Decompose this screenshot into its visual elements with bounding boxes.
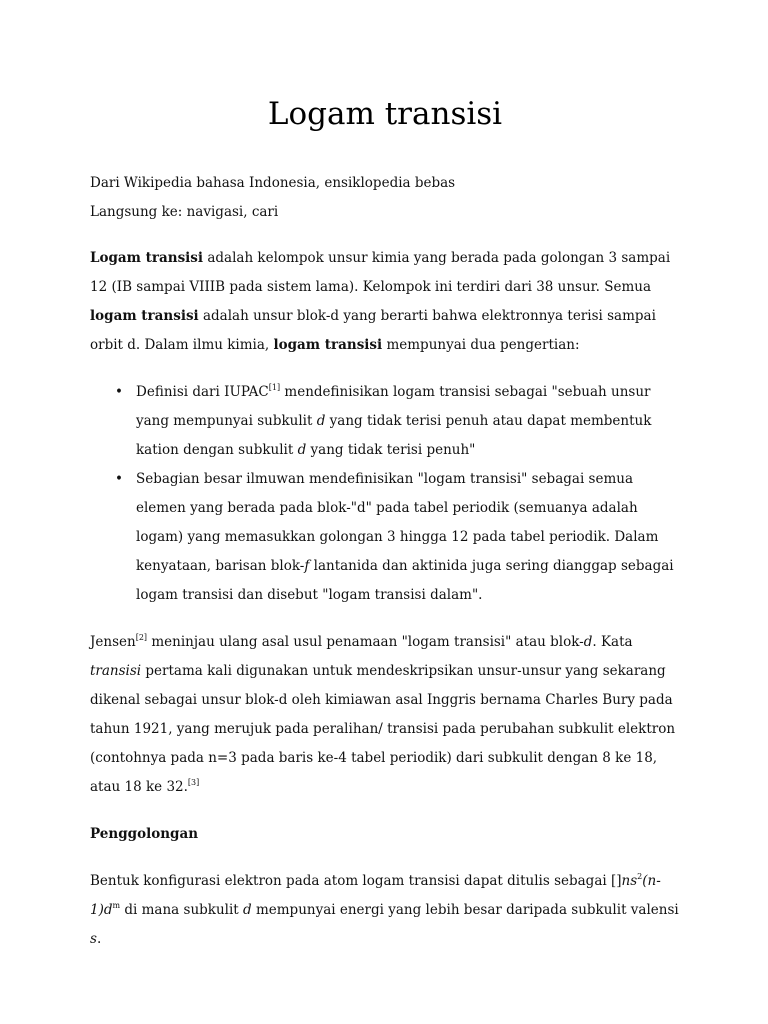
intro-term-3: logam transisi (273, 337, 383, 353)
article-meta (90, 169, 680, 227)
config-s: s (90, 931, 97, 947)
intro-term-1: Logam transisi (90, 250, 204, 266)
definition-1-d-2: d (297, 442, 307, 458)
intro-text-1: adalah kelompok unsur kimia yang berada pada golongan 3 sampai 12 (IB sampai VIIIB pada sistem lama). Kelompok ini terdiri dari 38 unsur. Semua (90, 250, 671, 295)
definition-1-text-b: mendefinisikan logam transisi sebagai "sebuah unsur yang mempunyai subkulit (136, 384, 651, 429)
definition-list (90, 378, 680, 610)
configuration-paragraph (90, 867, 680, 954)
definition-2-f: f (304, 558, 310, 574)
definition-2-text-b: lantanida dan aktinida juga sering dianggap sebagai logam transisi dan disebut "logam transisi dalam". (136, 558, 674, 603)
definition-1-text-a: Definisi dari IUPAC (136, 384, 269, 400)
jensen-transisi: transisi (90, 663, 142, 679)
config-sup-2: 2 (637, 872, 643, 881)
reference-link-3[interactable]: [3] (187, 778, 200, 787)
intro-text-2: adalah unsur blok-d yang berarti bahwa elektronnya terisi sampai orbit d. Dalam ilmu kimia, (90, 308, 656, 353)
definition-1-d-1: d (316, 413, 326, 429)
reference-link-1[interactable]: [1] (268, 383, 281, 392)
jensen-text-c: . Kata (592, 634, 633, 650)
config-sup-m: m (112, 901, 121, 910)
definition-item-scientists (136, 465, 680, 610)
intro-term-2: logam transisi (90, 308, 199, 324)
definition-1-text-c: yang tidak terisi penuh atau dapat membentuk kation dengan subkulit (136, 413, 652, 458)
config-text-b: di mana subkulit (120, 902, 244, 918)
page-title: Logam transisi (267, 96, 503, 132)
config-n1d: (n-1)d (90, 873, 661, 918)
config-ns: ns (621, 873, 638, 889)
definition-item-iupac (136, 378, 680, 465)
config-text-a: Bentuk konfigurasi elektron pada atom logam transisi dapat ditulis sebagai [] (90, 873, 622, 889)
jensen-text-b: meninjau ulang asal usul penamaan "logam transisi" atau blok- (147, 634, 584, 650)
definition-1-text-d: yang tidak terisi penuh" (306, 442, 476, 458)
config-d: d (243, 902, 252, 918)
reference-link-2[interactable]: [2] (135, 633, 148, 642)
config-text-d: . (96, 931, 102, 947)
jensen-paragraph (90, 628, 680, 802)
intro-paragraph (90, 244, 680, 360)
jensen-d: d (583, 634, 593, 650)
jensen-text-d: pertama kali digunakan untuk mendeskripsikan unsur-unsur yang sekarang dikenal sebagai unsur blok-d oleh kimiawan asal Inggris bernama Charles Bury pada tahun 1921, yang merujuk pada peralihan/ transisi pada perubahan subkulit elektron (contohnya pada n=3 pada baris ke-4 tabel periodik) dari subkulit dengan 8 ke 18, atau 18 ke 32. (90, 663, 676, 795)
intro-text-3: mempunyai dua pengertian: (382, 337, 580, 353)
section-heading-penggolongan: Penggolongan (90, 826, 199, 842)
config-text-c: mempunyai energi yang lebih besar daripada subkulit valensi (251, 902, 679, 918)
jensen-text-a: Jensen (90, 634, 136, 650)
definition-2-text-a: Sebagian besar ilmuwan mendefinisikan "logam transisi" sebagai semua elemen yang berada pada blok-"d" pada tabel periodik (semuanya adalah logam) yang memasukkan golongan 3 hingga 12 pada tabel periodik. Dalam kenyataan, barisan blok- (136, 471, 659, 574)
navigation-line: Langsung ke: navigasi, cari (90, 204, 279, 220)
source-line: Dari Wikipedia bahasa Indonesia, ensiklopedia bebas (90, 175, 456, 191)
